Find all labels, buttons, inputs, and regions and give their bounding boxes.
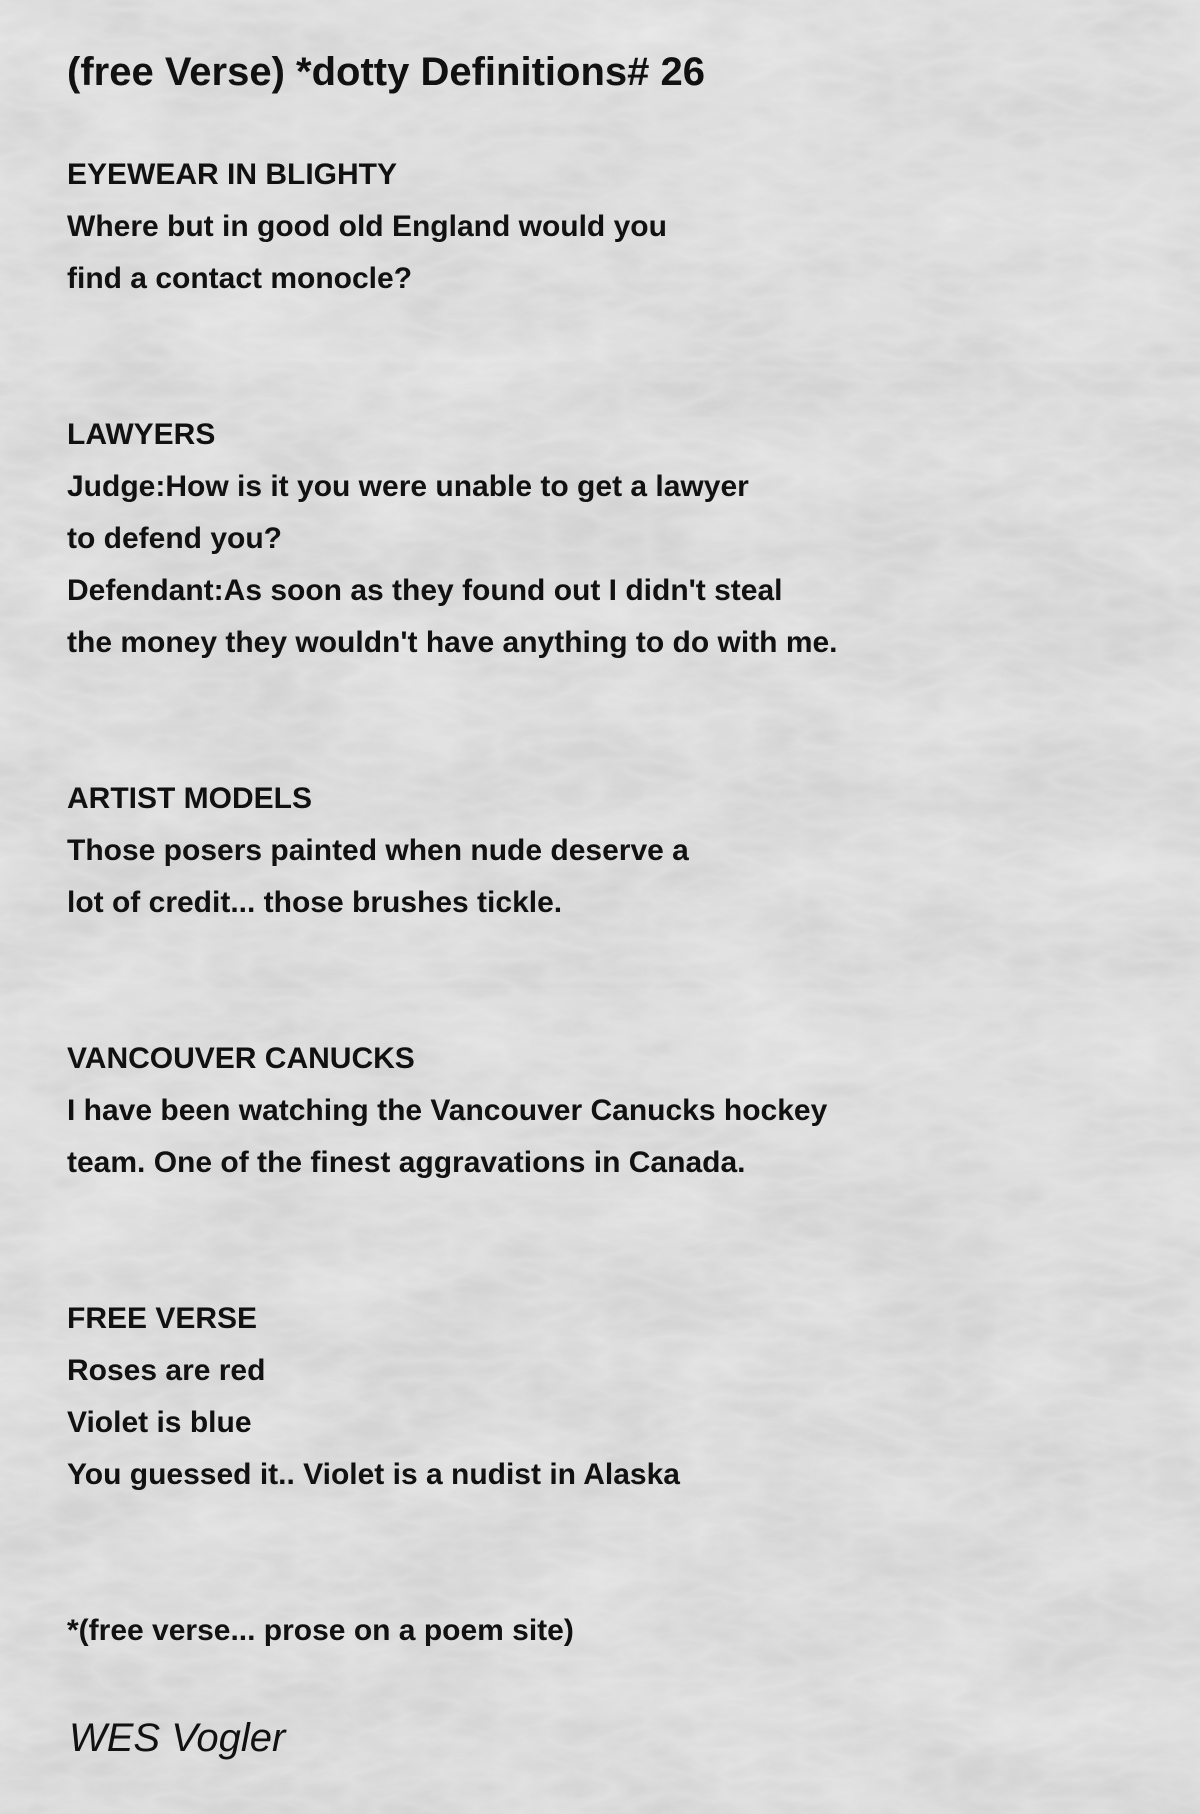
poem-title: (free Verse) *dotty Definitions# 26 <box>67 50 705 94</box>
poem-line: I have been watching the Vancouver Canucks hockey <box>67 1094 828 1127</box>
stanza-heading-eyewear: EYEWEAR IN BLIGHTY <box>67 158 398 191</box>
poem-line: find a contact monocle? <box>67 262 413 295</box>
poem-line: Roses are red <box>67 1354 266 1387</box>
poem-line: to defend you? <box>67 522 282 555</box>
poem-line: Judge:How is it you were unable to get a lawyer <box>67 470 749 503</box>
stanza-heading-artist-models: ARTIST MODELS <box>67 782 312 815</box>
poem-line: Defendant:As soon as they found out I didn't steal <box>67 574 783 607</box>
stanza-heading-vancouver-canucks: VANCOUVER CANUCKS <box>67 1042 415 1075</box>
poem-line: You guessed it.. Violet is a nudist in Alaska <box>67 1458 680 1491</box>
poem-line: Those posers painted when nude deserve a <box>67 834 689 867</box>
poem-line: lot of credit... those brushes tickle. <box>67 886 563 919</box>
author-name: WES Vogler <box>69 1716 286 1760</box>
stanza-heading-lawyers: LAWYERS <box>67 418 216 451</box>
stanza-heading-free-verse: FREE VERSE <box>67 1302 258 1335</box>
poem-line: Violet is blue <box>67 1406 252 1439</box>
poem-line: the money they wouldn't have anything to do with me. <box>67 626 838 659</box>
poem-line: team. One of the finest aggravations in Canada. <box>67 1146 746 1179</box>
poem-line: Where but in good old England would you <box>67 210 667 243</box>
poem-footnote: *(free verse... prose on a poem site) <box>67 1614 574 1647</box>
